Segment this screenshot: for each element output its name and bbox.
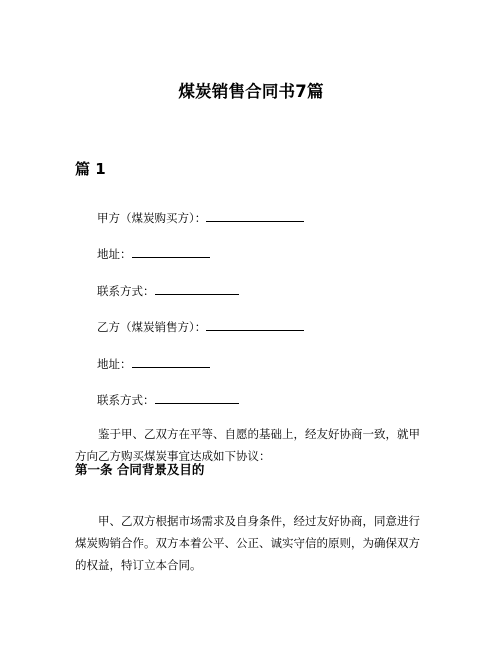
article-line: 甲、乙双方根据市场需求及自身条件，经过友好协商，同意进行 [98,514,420,528]
document-title: 煤炭销售合同书7篇 [178,82,324,101]
seller-party-field [97,318,304,335]
section-heading: 篇 1 [75,160,106,178]
article-line: 的权益，特订立本合同。 [75,558,202,572]
buyer-party-blank [206,209,304,222]
seller-address-field [97,355,210,372]
buyer-contact-blank [155,282,239,295]
seller-party-blank [206,318,304,331]
intro-line: 鉴于甲、乙双方在平等、自愿的基础上，经友好协商一致，就甲 [98,427,420,441]
seller-address-label: 地址： [97,357,132,371]
article-line: 煤炭购销合作。双方本着公平、公正、诚实守信的原则，为确保双方 [75,536,420,550]
buyer-contact-label: 联系方式： [97,284,155,298]
buyer-party-field [97,209,304,226]
seller-contact-field [97,391,239,408]
buyer-contact-field [97,282,239,299]
buyer-address-label: 地址： [97,247,132,261]
article-paragraph [75,510,427,576]
seller-address-blank [132,355,210,368]
seller-contact-blank [155,391,239,404]
buyer-party-label: 甲方（煤炭购买方）： [97,211,207,225]
buyer-address-blank [132,245,210,258]
seller-contact-label: 联系方式： [97,393,155,407]
intro-line: 方向乙方购买煤炭事宜达成如下协议： [75,449,271,463]
seller-party-label: 乙方（煤炭销售方）： [97,320,207,334]
buyer-address-field [97,245,210,262]
article-heading: 第一条 合同背景及目的 [75,462,205,477]
